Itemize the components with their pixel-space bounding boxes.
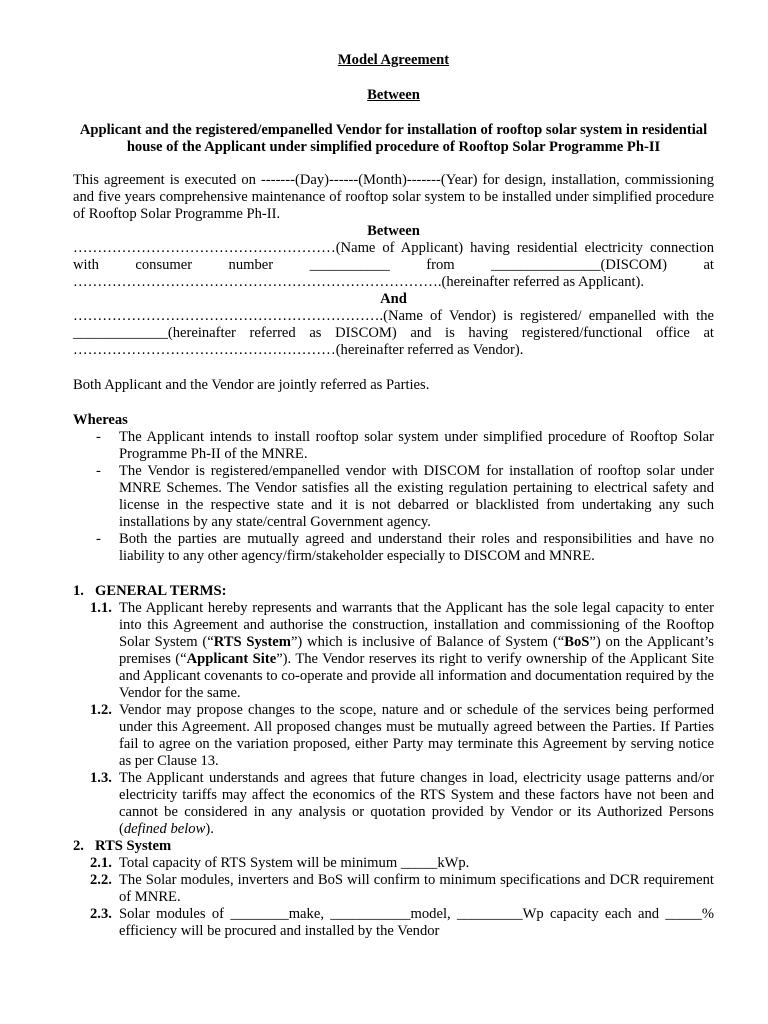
defined-term: BoS xyxy=(564,634,590,650)
section-rts-system xyxy=(73,838,714,855)
whereas-item xyxy=(73,429,714,463)
bullet-dash: - xyxy=(96,429,101,445)
clause-text: ”) on the Applicant’s premises (“ xyxy=(119,634,714,667)
document-title: Model Agreement xyxy=(337,52,450,68)
intro-paragraph: This agreement is executed on -------(Day)------(Month)-------(Year) for design, installation, commissioning and five years comprehensive maintenance of rooftop solar system to be installed under simplified procedure of Rooftop Solar Programme Ph-II. xyxy=(73,172,714,222)
document-subtitle: Applicant and the registered/empanelled Vendor for installation of rooftop solar system in residential house of the Applicant under simplified procedure of Rooftop Solar Programme Ph-II xyxy=(79,122,708,155)
between-heading: Between xyxy=(367,87,420,103)
bullet-dash: - xyxy=(96,463,101,479)
clause-1-1 xyxy=(73,600,714,702)
and-subheading: And xyxy=(380,291,407,307)
whereas-item-text: The Vendor is registered/empanelled vendor with DISCOM for installation of rooftop solar under MNRE Schemes. The Vendor satisfies all the existing regulation pertaining to electrical safety and license in the respective state and it is not debarred or blacklisted from undertaking any such installations by any state/central Government agency. xyxy=(119,463,714,530)
italic-term: defined below xyxy=(123,821,206,837)
vendor-paragraph: ……………………………………………………….(Name of Vendor) is registered/ empanelled with the _____________(hereinafter referred as DISCOM) and is having registered/functional office at ………………………………………………(hereinafter referred as Vendor). xyxy=(73,308,714,358)
defined-term: RTS System xyxy=(213,634,291,650)
clause-text: ). xyxy=(205,821,214,837)
clause-1-3 xyxy=(73,770,714,838)
clause-text: ”). The Vendor reserves its right to verify ownership of the Applicant Site and Applicant covenants to co-operate and provide all information and documentation required by the Vendor for the same. xyxy=(119,651,714,701)
clause-number: 1.1. xyxy=(90,600,112,616)
section-heading: RTS System xyxy=(95,838,172,854)
clause-2-3 xyxy=(73,906,714,940)
section-heading: GENERAL TERMS: xyxy=(95,583,227,599)
clause-number: 2.2. xyxy=(90,872,112,888)
clause-2-1 xyxy=(73,855,714,872)
clause-text: Solar modules of ________make, ___________model, _________Wp capacity each and _____% efficiency will be procured and installed by the Vendor xyxy=(119,906,714,939)
whereas-item-text: Both the parties are mutually agreed and understand their roles and responsibilities and have no liability to any other agency/firm/stakeholder especially to DISCOM and MNRE. xyxy=(119,531,714,564)
whereas-item xyxy=(73,463,714,531)
clause-number: 1.3. xyxy=(90,770,112,786)
clause-number: 2.1. xyxy=(90,855,112,871)
whereas-heading: Whereas xyxy=(73,412,128,428)
clause-text: The Applicant understands and agrees that future changes in load, electricity usage patterns and/or electricity tariffs may affect the economics of the RTS System and these factors have not been and cannot be considered in any analysis or quotation provided by Vendor or its Authorized Persons ( xyxy=(119,770,714,837)
clause-number: 2.3. xyxy=(90,906,112,922)
clause-1-2 xyxy=(73,702,714,770)
clause-text: ”) which is inclusive of Balance of System (“ xyxy=(290,634,565,650)
bullet-dash: - xyxy=(96,531,101,547)
section-general-terms xyxy=(73,583,714,600)
section-number: 2. xyxy=(73,838,84,854)
clause-number: 1.2. xyxy=(90,702,112,718)
whereas-item xyxy=(73,531,714,565)
clause-text: The Applicant hereby represents and warrants that the Applicant has the sole legal capacity to enter into this Agreement and authorise the construction, installation and commissioning of the Rooftop Solar System (“ xyxy=(119,600,714,650)
whereas-list xyxy=(73,429,714,565)
clause-text: Vendor may propose changes to the scope, nature and or schedule of the services being performed under this Agreement. All proposed changes must be mutually agreed between the Parties. If Parties fail to agree on the variation proposed, either Party may terminate this Agreement by serving notice as per Clause 13. xyxy=(119,702,714,769)
defined-term: Applicant Site xyxy=(186,651,277,667)
whereas-item-text: The Applicant intends to install rooftop solar system under simplified procedure of Rooftop Solar Programme Ph-II of the MNRE. xyxy=(119,429,714,462)
clause-2-2 xyxy=(73,872,714,906)
section-number: 1. xyxy=(73,583,84,599)
parties-paragraph: Both Applicant and the Vendor are jointly referred as Parties. xyxy=(73,377,430,393)
between-subheading: Between xyxy=(367,223,420,239)
clause-text: Total capacity of RTS System will be minimum _____kWp. xyxy=(119,855,470,871)
clause-text: The Solar modules, inverters and BoS will confirm to minimum specifications and DCR requirement of MNRE. xyxy=(119,872,714,905)
applicant-paragraph: ………………………………………………(Name of Applicant) having residential electricity connection with consumer number ___________ from _______________(DISCOM) at ………………………………………………………………….(hereinafter referred as Applicant). xyxy=(73,240,714,290)
